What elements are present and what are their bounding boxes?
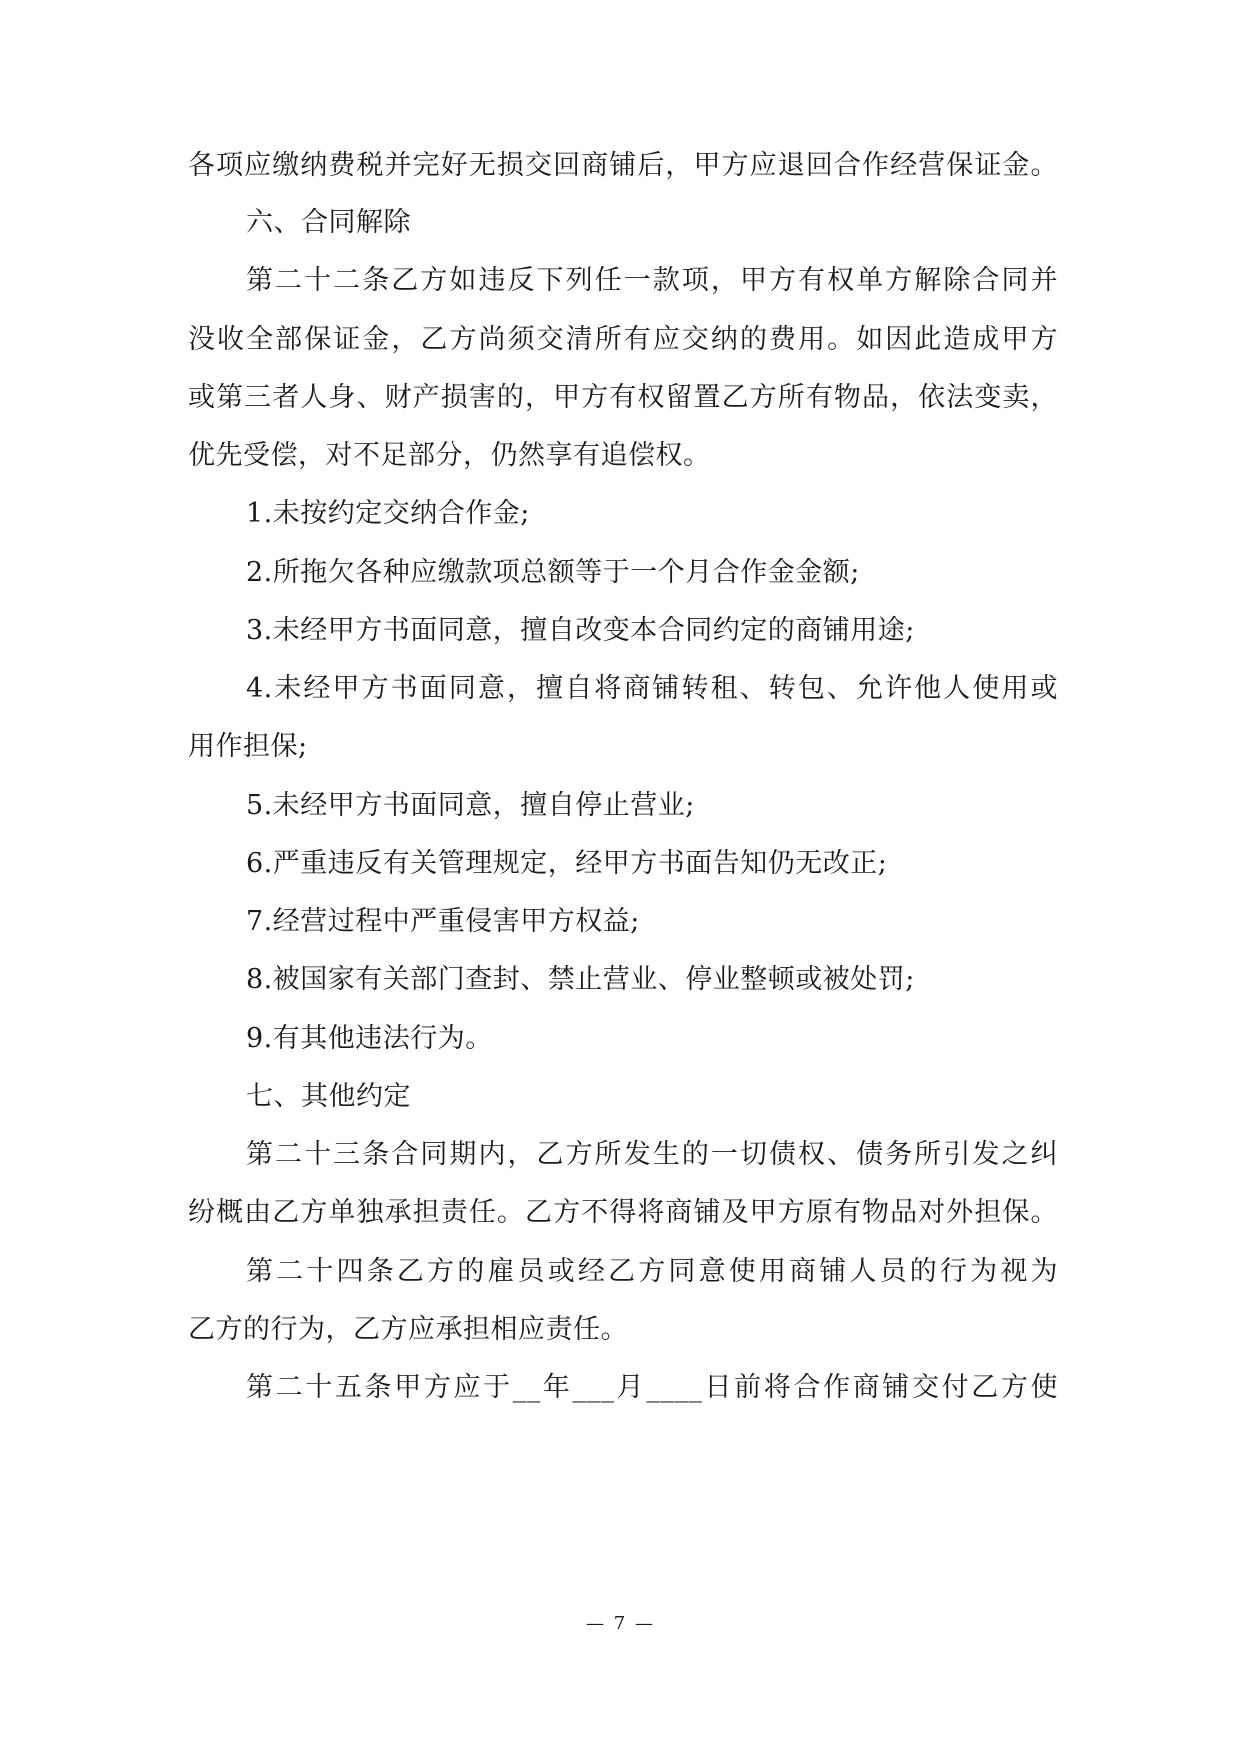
list-item: 5.未经甲方书面同意，擅自停止营业; xyxy=(246,790,695,821)
section-heading: 六、合同解除 xyxy=(246,207,411,238)
paragraph-line: 优先受偿，对不足部分，仍然享有追偿权。 xyxy=(188,440,711,471)
list-item: 4.未经甲方书面同意，擅自将商铺转租、转包、允许他人使用或 xyxy=(246,673,1058,704)
list-item: 1.未按约定交纳合作金; xyxy=(246,498,530,529)
paragraph-line: 第二十二条乙方如违反下列任一款项，甲方有权单方解除合同并 xyxy=(246,265,1058,296)
paragraph-line: 纷概由乙方单独承担责任。乙方不得将商铺及甲方原有物品对外担保。 xyxy=(188,1197,1058,1228)
list-item: 9.有其他违法行为。 xyxy=(246,1023,493,1054)
list-item: 8.被国家有关部门查封、禁止营业、停业整顿或被处罚; xyxy=(246,964,915,995)
list-item: 6.严重违反有关管理规定，经甲方书面告知仍无改正; xyxy=(246,848,888,879)
paragraph-line: 第二十五条甲方应于__年___月____日前将合作商铺交付乙方使 xyxy=(246,1372,1058,1403)
paragraph-line: 或第三者人身、财产损害的，甲方有权留置乙方所有物品，依法变卖， xyxy=(188,382,1058,413)
paragraph-line: 第二十三条合同期内，乙方所发生的一切债权、债务所引发之纠 xyxy=(246,1139,1058,1170)
paragraph-line: 第二十四条乙方的雇员或经乙方同意使用商铺人员的行为视为 xyxy=(246,1256,1058,1287)
list-item: 2.所拖欠各种应缴款项总额等于一个月合作金金额; xyxy=(246,557,860,588)
section-heading: 七、其他约定 xyxy=(246,1081,411,1112)
paragraph-line: 没收全部保证金，乙方尚须交清所有应交纳的费用。如因此造成甲方 xyxy=(188,324,1058,355)
paragraph-line: 各项应缴纳费税并完好无损交回商铺后，甲方应退回合作经营保证金。 xyxy=(188,150,1058,181)
list-item: 7.经营过程中严重侵害甲方权益; xyxy=(246,906,640,937)
paragraph-line: 乙方的行为，乙方应承担相应责任。 xyxy=(188,1314,628,1345)
page-number: — 7 — xyxy=(586,1613,655,1634)
list-item: 3.未经甲方书面同意，擅自改变本合同约定的商铺用途; xyxy=(246,615,915,646)
list-item-continuation: 用作担保; xyxy=(188,731,308,762)
